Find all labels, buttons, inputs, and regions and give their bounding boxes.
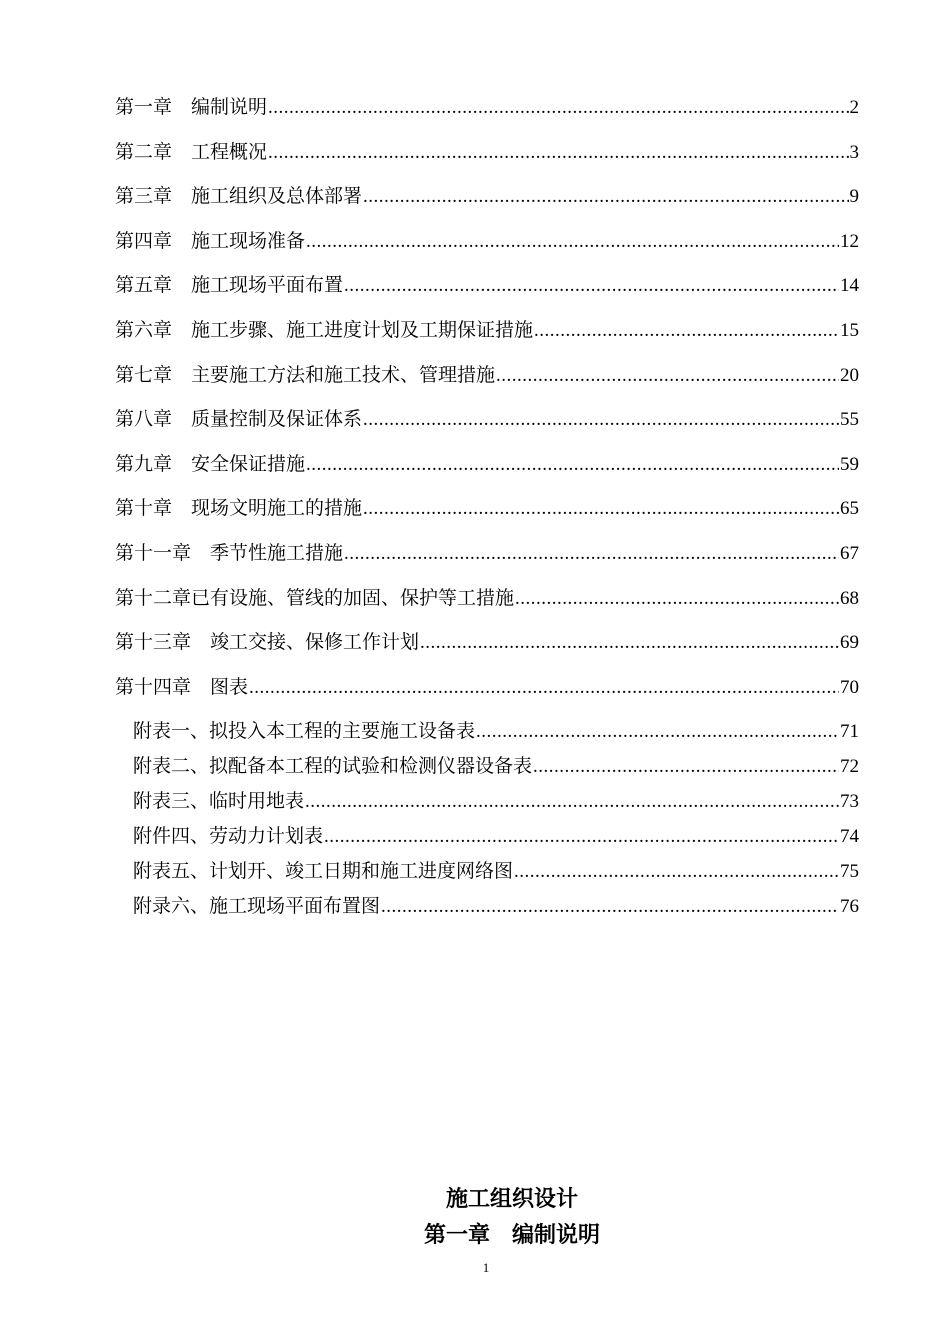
toc-leader-dots: [514, 859, 839, 885]
toc-leader-dots: [324, 824, 839, 850]
toc-appendix-entry[interactable]: [115, 823, 859, 858]
table-of-contents: [115, 94, 859, 928]
toc-entry-title: 附件四、劳动力计划表: [133, 825, 324, 848]
toc-entry-title: 附表一、拟投入本工程的主要施工设备表: [133, 720, 476, 743]
toc-entry-page: 2: [849, 97, 859, 118]
toc-leader-dots: [496, 363, 839, 389]
toc-entry-page: 12: [840, 230, 859, 252]
toc-entry[interactable]: [115, 451, 859, 496]
toc-leader-dots: [344, 273, 839, 299]
toc-leader-dots: [363, 184, 848, 210]
toc-leader-dots: [533, 754, 839, 780]
toc-entry[interactable]: [115, 94, 859, 139]
toc-entry-page: 73: [840, 791, 859, 813]
toc-entry-page: 9: [849, 186, 859, 208]
toc-entry-title: 附录六、施工现场平面布置图: [133, 895, 381, 918]
toc-entry-title: 第九章 安全保证措施: [115, 452, 306, 475]
toc-entry-page: 20: [840, 364, 859, 386]
toc-leader-dots: [381, 894, 839, 920]
toc-appendix-entry[interactable]: [115, 718, 859, 753]
toc-entry-page: 70: [840, 676, 859, 698]
toc-leader-dots: [363, 407, 839, 433]
toc-appendix-entry[interactable]: [115, 788, 859, 823]
toc-entry[interactable]: [115, 317, 859, 362]
toc-entry-page: 76: [840, 896, 859, 918]
toc-entry[interactable]: [115, 406, 859, 451]
toc-entry-title: 附表五、计划开、竣工日期和施工进度网络图: [133, 860, 514, 883]
toc-leader-dots: [515, 586, 839, 612]
toc-entry[interactable]: [115, 674, 859, 719]
toc-entry-page: 74: [840, 826, 859, 848]
toc-entry-page: 15: [840, 319, 859, 341]
toc-entry[interactable]: [115, 540, 859, 585]
toc-leader-dots: [305, 789, 839, 815]
toc-entry-page: 65: [840, 498, 859, 520]
page-number: 1: [482, 1260, 490, 1275]
toc-appendix-entry[interactable]: [115, 858, 859, 893]
toc-entry-title: 第十章 现场文明施工的措施: [115, 497, 363, 520]
toc-entry-title: 第十三章 竣工交接、保修工作计划: [115, 631, 420, 654]
toc-entry-title: 第五章 施工现场平面布置: [115, 274, 344, 297]
toc-entry[interactable]: [115, 362, 859, 407]
toc-entry[interactable]: [115, 183, 859, 228]
toc-entry-page: 72: [840, 756, 859, 778]
toc-leader-dots: [306, 229, 839, 255]
toc-appendix-entry[interactable]: [115, 753, 859, 788]
toc-entry-page: 14: [840, 275, 859, 297]
toc-leader-dots: [476, 719, 839, 745]
toc-entry-title: 第七章 主要施工方法和施工技术、管理措施: [115, 363, 496, 386]
document-title: 施工组织设计: [445, 1186, 578, 1212]
toc-entry-page: 71: [840, 721, 859, 743]
toc-entry-title: 第六章 施工步骤、施工进度计划及工期保证措施: [115, 318, 534, 341]
toc-leader-dots: [268, 140, 848, 166]
toc-entry[interactable]: [115, 495, 859, 540]
toc-entry-title: 附表三、临时用地表: [133, 790, 305, 813]
toc-leader-dots: [534, 318, 839, 344]
toc-entry-page: 67: [840, 542, 859, 564]
toc-leader-dots: [306, 452, 839, 478]
toc-entry-page: 55: [840, 409, 859, 431]
chapter-heading: 第一章 编制说明: [423, 1222, 600, 1248]
toc-entry[interactable]: [115, 629, 859, 674]
toc-entry-page: 75: [840, 861, 859, 883]
toc-entry-title: 第一章 编制说明: [115, 96, 268, 118]
toc-entry[interactable]: [115, 585, 859, 630]
toc-entry-title: 第四章 施工现场准备: [115, 229, 306, 252]
toc-entry-title: 第二章 工程概况: [115, 140, 268, 163]
toc-entry-title: 附表二、拟配备本工程的试验和检测仪器设备表: [133, 755, 533, 778]
toc-leader-dots: [420, 630, 839, 656]
toc-entry-page: 3: [849, 141, 859, 163]
toc-entry-page: 59: [840, 453, 859, 475]
toc-leader-dots: [249, 675, 839, 701]
toc-entry-title: 第十一章 季节性施工措施: [115, 541, 344, 564]
toc-entry-title: 第三章 施工组织及总体部署: [115, 185, 363, 208]
toc-entry-page: 69: [840, 632, 859, 654]
toc-leader-dots: [344, 541, 839, 567]
toc-entry-title: 第十二章已有设施、管线的加固、保护等工措施: [115, 586, 515, 609]
toc-entry[interactable]: [115, 228, 859, 273]
toc-entry[interactable]: [115, 272, 859, 317]
toc-entry-page: 68: [840, 587, 859, 609]
toc-entry-title: 第十四章 图表: [115, 675, 249, 698]
toc-entry-title: 第八章 质量控制及保证体系: [115, 408, 363, 431]
toc-appendix-entry[interactable]: [115, 893, 859, 928]
toc-leader-dots: [363, 496, 839, 522]
toc-leader-dots: [268, 95, 848, 121]
toc-entry[interactable]: [115, 139, 859, 184]
